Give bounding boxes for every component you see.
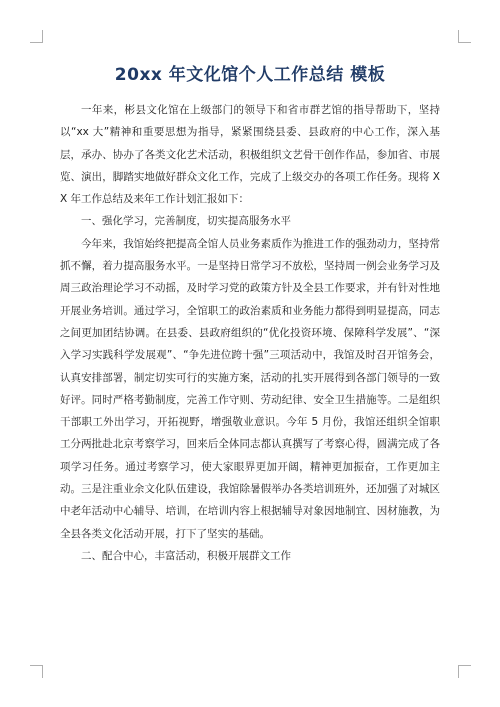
paragraph-intro: 一年来，彬县文化馆在上级部门的领导下和省市群艺馆的指导帮助下，坚持以“xx 大”精神和重要思想为指导，紧紧围绕县委、县政府的中心工作，深入基层，承办、协办了各类文化艺术活动，积极组织文艺骨干创作作品，参加省、市展览、演出，脚踏实地做好群众文化工作，完成了上级交办的各项工作任务。现将 XX 年工作总结及来年工作计划汇报如下： <box>60 104 440 206</box>
document-title: 20xx 年文化馆个人工作总结 模板 <box>114 65 386 85</box>
crop-mark-top-right <box>458 30 471 43</box>
section-heading-1: 一、强化学习，完善制度，切实提高服务水平 <box>81 215 291 228</box>
crop-mark-top-left <box>30 30 43 43</box>
document-body <box>60 99 440 567</box>
crop-mark-bottom-left <box>30 665 43 678</box>
paragraph-section-1: 今年来，我馆始终把提高全馆人员业务素质作为推进工作的强劲动力，坚持常抓不懈，着力提高服务水平。一是坚持日常学习不放松，坚持周一例会业务学习及周三政治理论学习不动摇，及时学习党的政策方针及全县工作要求，并有针对性地开展业务培训。通过学习，全馆职工的政治素质和业务能力都得到明显提高，同志之间更加团结协调。在县委、县政府组织的“优化投资环境、保障科学发展”、“深入学习实践科学发展观”、“争先进位跨十强”三项活动中，我馆及时召开馆务会，认真安排部署，制定切实可行的实施方案，活动的扎实开展得到各部门领导的一致好评。同时严格考勤制度，完善工作守则、劳动纪律、安全卫生措施等。二是组织干部职工外出学习，开拓视野，增强敬业意识。今年 5 月份，我馆还组织全馆职工分两批赴北京考察学习，回来后全体同志都认真撰写了考察心得，圆满完成了各项学习任务。通过考察学习，使大家眼界更加开阔，精神更加振奋，工作更加主动。三是注重业余文化队伍建设，我馆除暑假举办各类培训班外，还加强了对城区中老年活动中心辅导、培训，在培训内容上根据辅导对象因地制宜、因材施教，为全县各类文化活动开展，打下了坚实的基础。 <box>60 237 440 540</box>
section-heading-2: 二、配合中心，丰富活动，积极开展群文工作 <box>81 549 291 562</box>
crop-mark-bottom-right <box>458 665 471 678</box>
